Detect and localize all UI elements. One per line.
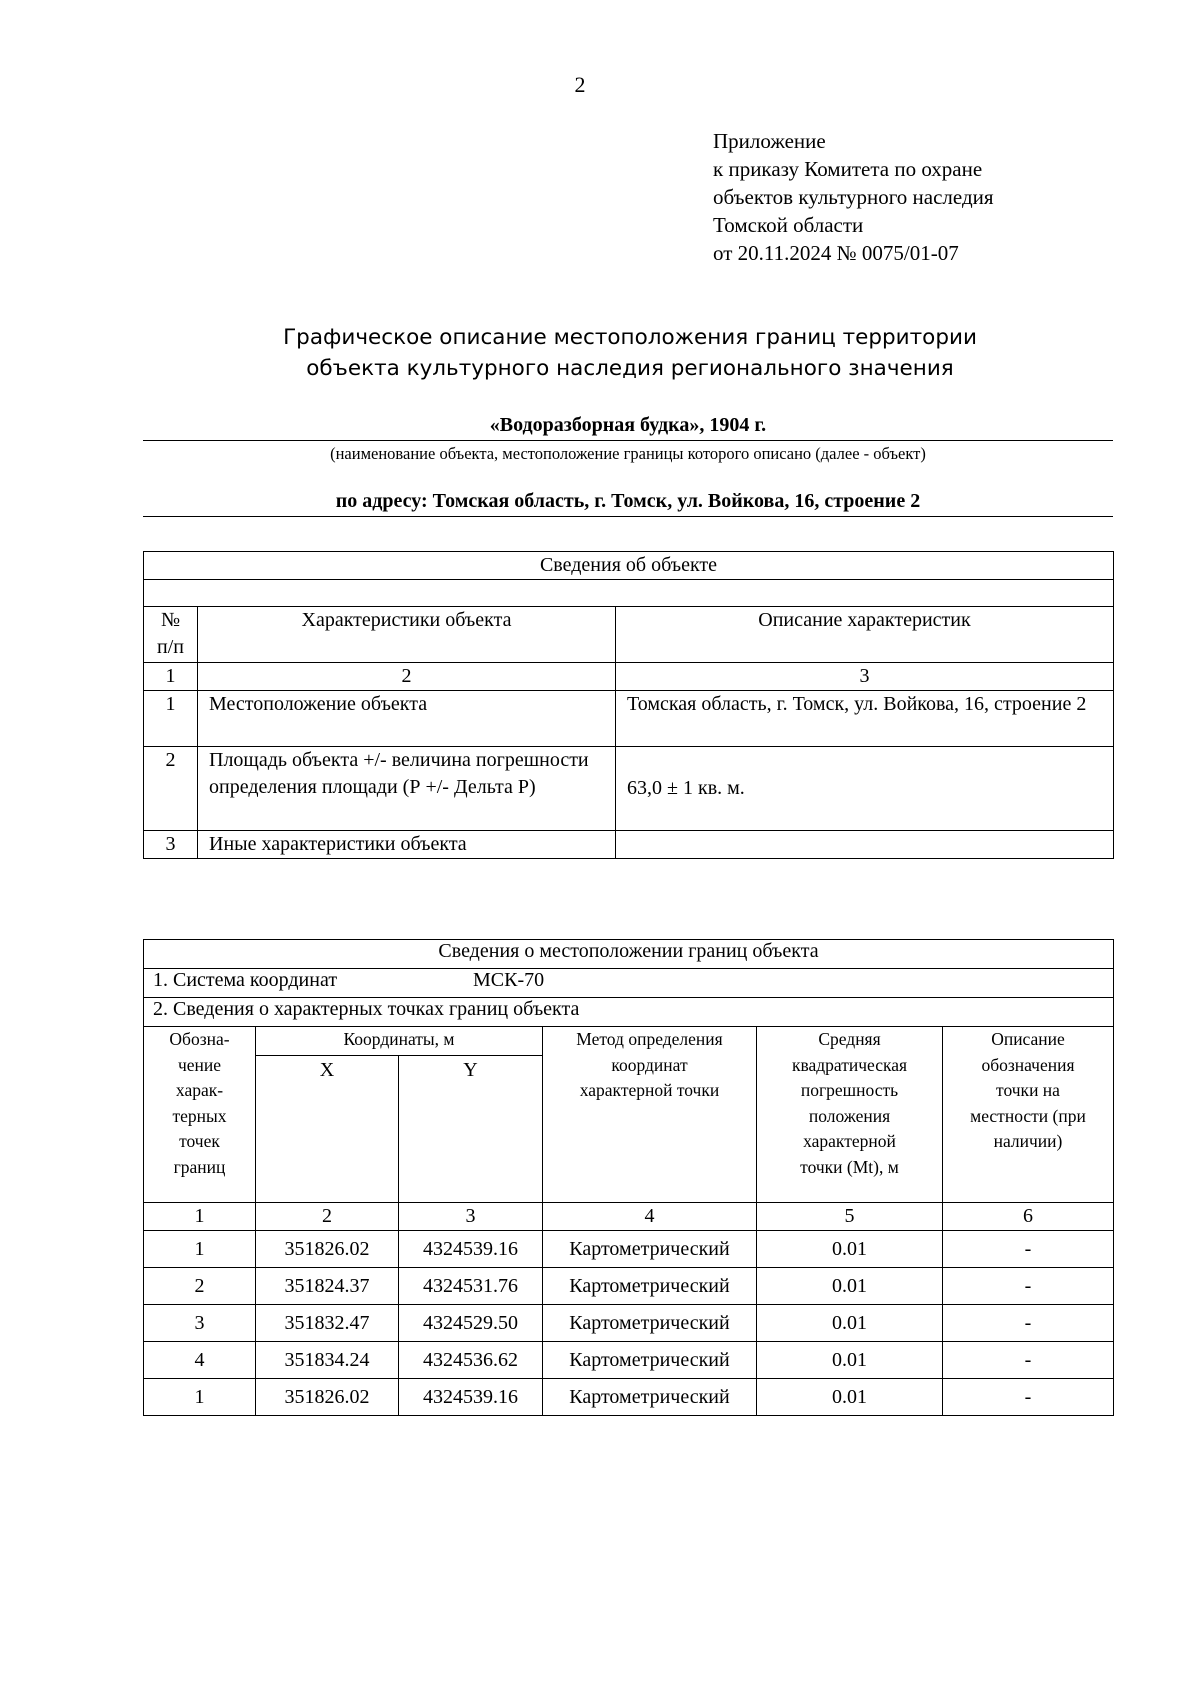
title-line: объекта культурного наследия регионального значения	[306, 356, 954, 381]
header-method	[543, 1027, 757, 1203]
table-row	[144, 1342, 1114, 1379]
column-number: 4	[543, 1203, 757, 1231]
object-name: «Водоразборная будка», 1904 г.	[489, 414, 767, 436]
address-underline	[143, 516, 1113, 517]
header-line: погрешность	[800, 1080, 899, 1100]
point-description: -	[943, 1305, 1114, 1342]
point-method: Картометрический	[543, 1379, 757, 1416]
header-line: точки (Mt), м	[800, 1156, 899, 1177]
column-number: 5	[757, 1203, 943, 1231]
header-line: границ	[173, 1156, 226, 1177]
document-title	[140, 322, 1120, 384]
point-y: 4324529.50	[399, 1305, 543, 1342]
object-info-title: Сведения об объекте	[144, 552, 1114, 580]
header-characteristics: Характеристики объекта	[198, 607, 616, 663]
page-number: 2	[574, 72, 586, 97]
coordinate-system-row	[144, 969, 1114, 998]
header-number-line: №	[160, 609, 181, 631]
boundaries-title: Сведения о местоположении границ объекта	[144, 940, 1114, 969]
row-description: Томская область, г. Томск, ул. Войкова, 16, строение 2	[616, 691, 1114, 747]
object-name-caption: (наименование объекта, местоположение границы которого описано (далее - объект)	[330, 444, 926, 463]
header-line: чение	[177, 1054, 222, 1075]
object-address: по адресу: Томская область, г. Томск, ул. Войкова, 16, строение 2	[335, 490, 921, 512]
table-row	[144, 1268, 1114, 1305]
header-designation	[144, 1027, 256, 1203]
point-error: 0.01	[757, 1305, 943, 1342]
appendix-line: от 20.11.2024 № 0075/01-07	[713, 241, 959, 265]
point-number: 2	[144, 1268, 256, 1305]
appendix-line: к приказу Комитета по охране	[713, 157, 983, 181]
appendix-block	[713, 127, 994, 267]
point-method: Картометрический	[543, 1305, 757, 1342]
object-info-empty-row	[144, 580, 1114, 607]
header-line: терных	[172, 1105, 227, 1126]
column-number: 2	[256, 1203, 399, 1231]
point-x: 351834.24	[256, 1342, 399, 1379]
point-number: 1	[144, 1231, 256, 1268]
header-line: координат	[611, 1054, 688, 1075]
header-line: наличии)	[993, 1131, 1063, 1151]
point-number: 1	[144, 1379, 256, 1416]
point-x: 351824.37	[256, 1268, 399, 1305]
row-characteristic: Местоположение объекта	[198, 691, 616, 747]
header-line: точки на	[996, 1080, 1060, 1100]
row-description: 63,0 ± 1 кв. м.	[616, 747, 1114, 831]
point-number: 4	[144, 1342, 256, 1379]
object-name-underline	[143, 440, 1113, 441]
point-number: 3	[144, 1305, 256, 1342]
row-number: 3	[144, 831, 198, 859]
point-error: 0.01	[757, 1379, 943, 1416]
header-line: местности (при	[970, 1105, 1086, 1126]
coordinate-system-label: 1. Система координат	[153, 969, 338, 991]
header-x: X	[256, 1056, 399, 1203]
row-characteristic: Площадь объекта +/- величина погрешности определения площади (Р +/- Дельта Р)	[198, 747, 616, 831]
header-number	[144, 607, 198, 663]
header-line: квадратическая	[791, 1054, 908, 1075]
header-line: Метод определения	[576, 1029, 723, 1049]
column-number: 3	[616, 663, 1114, 691]
column-number: 6	[943, 1203, 1114, 1231]
point-error: 0.01	[757, 1268, 943, 1305]
header-error	[757, 1027, 943, 1203]
point-error: 0.01	[757, 1231, 943, 1268]
point-x: 351826.02	[256, 1231, 399, 1268]
row-description	[616, 831, 1114, 859]
table-row	[144, 747, 1114, 831]
table-row	[144, 1379, 1114, 1416]
row-number: 2	[144, 747, 198, 831]
header-line: характерной точки	[579, 1080, 720, 1100]
header-line: Средняя	[818, 1029, 881, 1049]
column-number: 3	[399, 1203, 543, 1231]
points-title: 2. Сведения о характерных точках границ объекта	[144, 998, 1114, 1027]
point-description: -	[943, 1231, 1114, 1268]
header-line: характерной	[803, 1131, 896, 1151]
table-row	[144, 691, 1114, 747]
point-x: 351826.02	[256, 1379, 399, 1416]
point-x: 351832.47	[256, 1305, 399, 1342]
title-line: Графическое описание местоположения границ территории	[283, 325, 977, 350]
row-characteristic: Иные характеристики объекта	[198, 831, 616, 859]
table-row	[144, 1305, 1114, 1342]
table-row	[144, 1231, 1114, 1268]
header-line: харак-	[175, 1080, 224, 1100]
header-number-line: п/п	[157, 636, 184, 658]
point-description: -	[943, 1379, 1114, 1416]
header-y: Y	[399, 1056, 543, 1203]
header-coordinates: Координаты, м	[256, 1027, 543, 1056]
object-info-table	[143, 551, 1114, 859]
point-error: 0.01	[757, 1342, 943, 1379]
coordinate-system-value: МСК-70	[473, 969, 545, 991]
appendix-line: объектов культурного наследия	[713, 185, 994, 209]
header-line: точек	[179, 1131, 220, 1151]
point-description: -	[943, 1268, 1114, 1305]
table-row	[144, 831, 1114, 859]
column-number: 2	[198, 663, 616, 691]
column-number: 1	[144, 663, 198, 691]
header-line: обозначения	[981, 1054, 1075, 1075]
column-number: 1	[144, 1203, 256, 1231]
point-y: 4324536.62	[399, 1342, 543, 1379]
point-description: -	[943, 1342, 1114, 1379]
point-y: 4324531.76	[399, 1268, 543, 1305]
header-line: Обозна-	[169, 1029, 230, 1049]
header-description: Описание характеристик	[616, 607, 1114, 663]
point-method: Картометрический	[543, 1268, 757, 1305]
point-method: Картометрический	[543, 1231, 757, 1268]
appendix-line: Томской области	[713, 213, 864, 237]
point-y: 4324539.16	[399, 1379, 543, 1416]
appendix-line: Приложение	[713, 129, 826, 153]
point-y: 4324539.16	[399, 1231, 543, 1268]
point-method: Картометрический	[543, 1342, 757, 1379]
header-line: положения	[808, 1105, 891, 1126]
boundaries-table	[143, 939, 1114, 1416]
header-point-description	[943, 1027, 1114, 1203]
header-line: Описание	[991, 1029, 1065, 1049]
row-number: 1	[144, 691, 198, 747]
